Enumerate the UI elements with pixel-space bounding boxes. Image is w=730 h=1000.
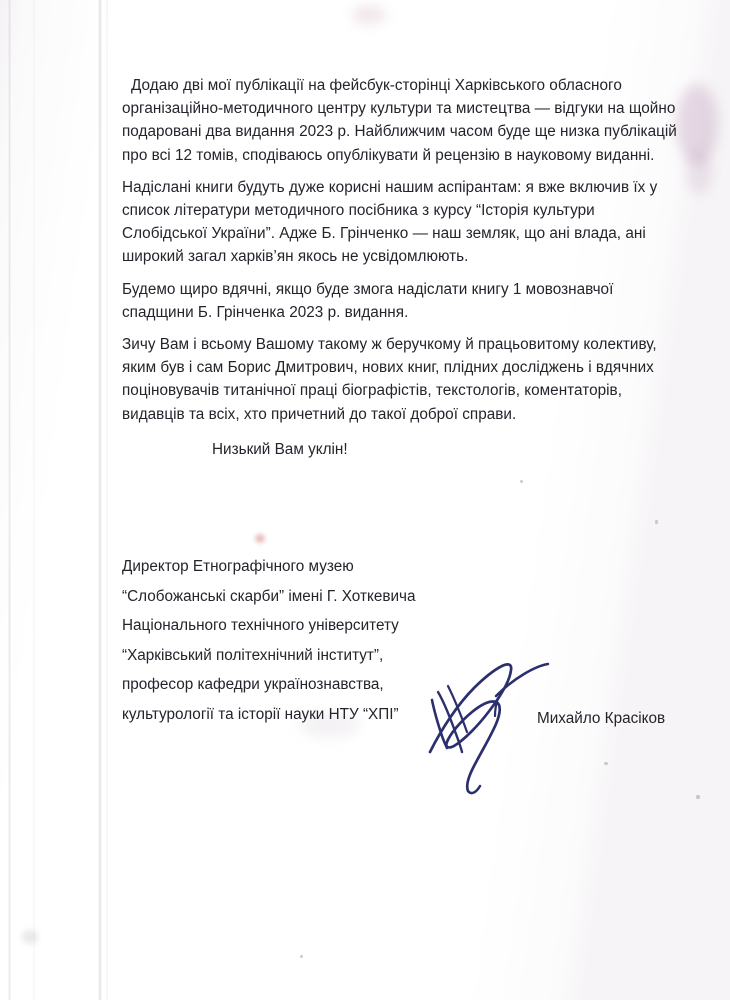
paragraph: Надіслані книги будуть дуже корисні нашим аспірантам: я вже включив їх у список літератури методичного посібника з курсу “Історія культури Слобідської України”. Адже Б. Грінченко — наш земляк, що ані влада, ані широкий загал харків’ян якось не усвідомлюють. (122, 178, 658, 266)
signature-line: Директор Етнографічного музею (122, 558, 354, 575)
signature-line: “Харківський політехнічний інститут”, (122, 646, 384, 664)
signature-line: культурології та історії науки НТУ “ХПІ” (122, 705, 399, 723)
paragraph: Будемо щиро вдячні, якщо буде змога надіслати книгу 1 мовознавчої спадщини Б. Грінченка 2023 р. видання. (122, 280, 614, 321)
letter-body (122, 74, 678, 435)
paragraph: Додаю дві мої публікації на фейсбук-сторінці Харківського обласного організаційно-методичного центру культури та мистецтва — відгуки на щойно подаровані два видання 2023 р. Найближчим часом буде ще низка публікацій про всі 12 томів, сподіваюсь опублікувати й рецензію в науковому виданні. (122, 77, 677, 164)
signature-line: Національного технічного університету (122, 617, 399, 635)
signature-line: “Слобожанські скарби” імені Г. Хоткевича (122, 587, 416, 605)
signature-block (122, 552, 542, 730)
closing-greeting: Низький Вам уклін! (212, 441, 348, 458)
signer-name: Михайло Красіков (537, 710, 666, 727)
paragraph: Зичу Вам і всьому Вашому такому ж беручкому й працьовитому колективу, яким був і сам Борис Дмитрович, нових книг, плідних досліджень і вдячних поціновувачів титанічної праці біографістів, текстологів, коментаторів, видавців та всіх, хто причетний до такої доброї справи. (122, 336, 657, 423)
signature-line: професор кафедри українознавства, (122, 676, 384, 694)
